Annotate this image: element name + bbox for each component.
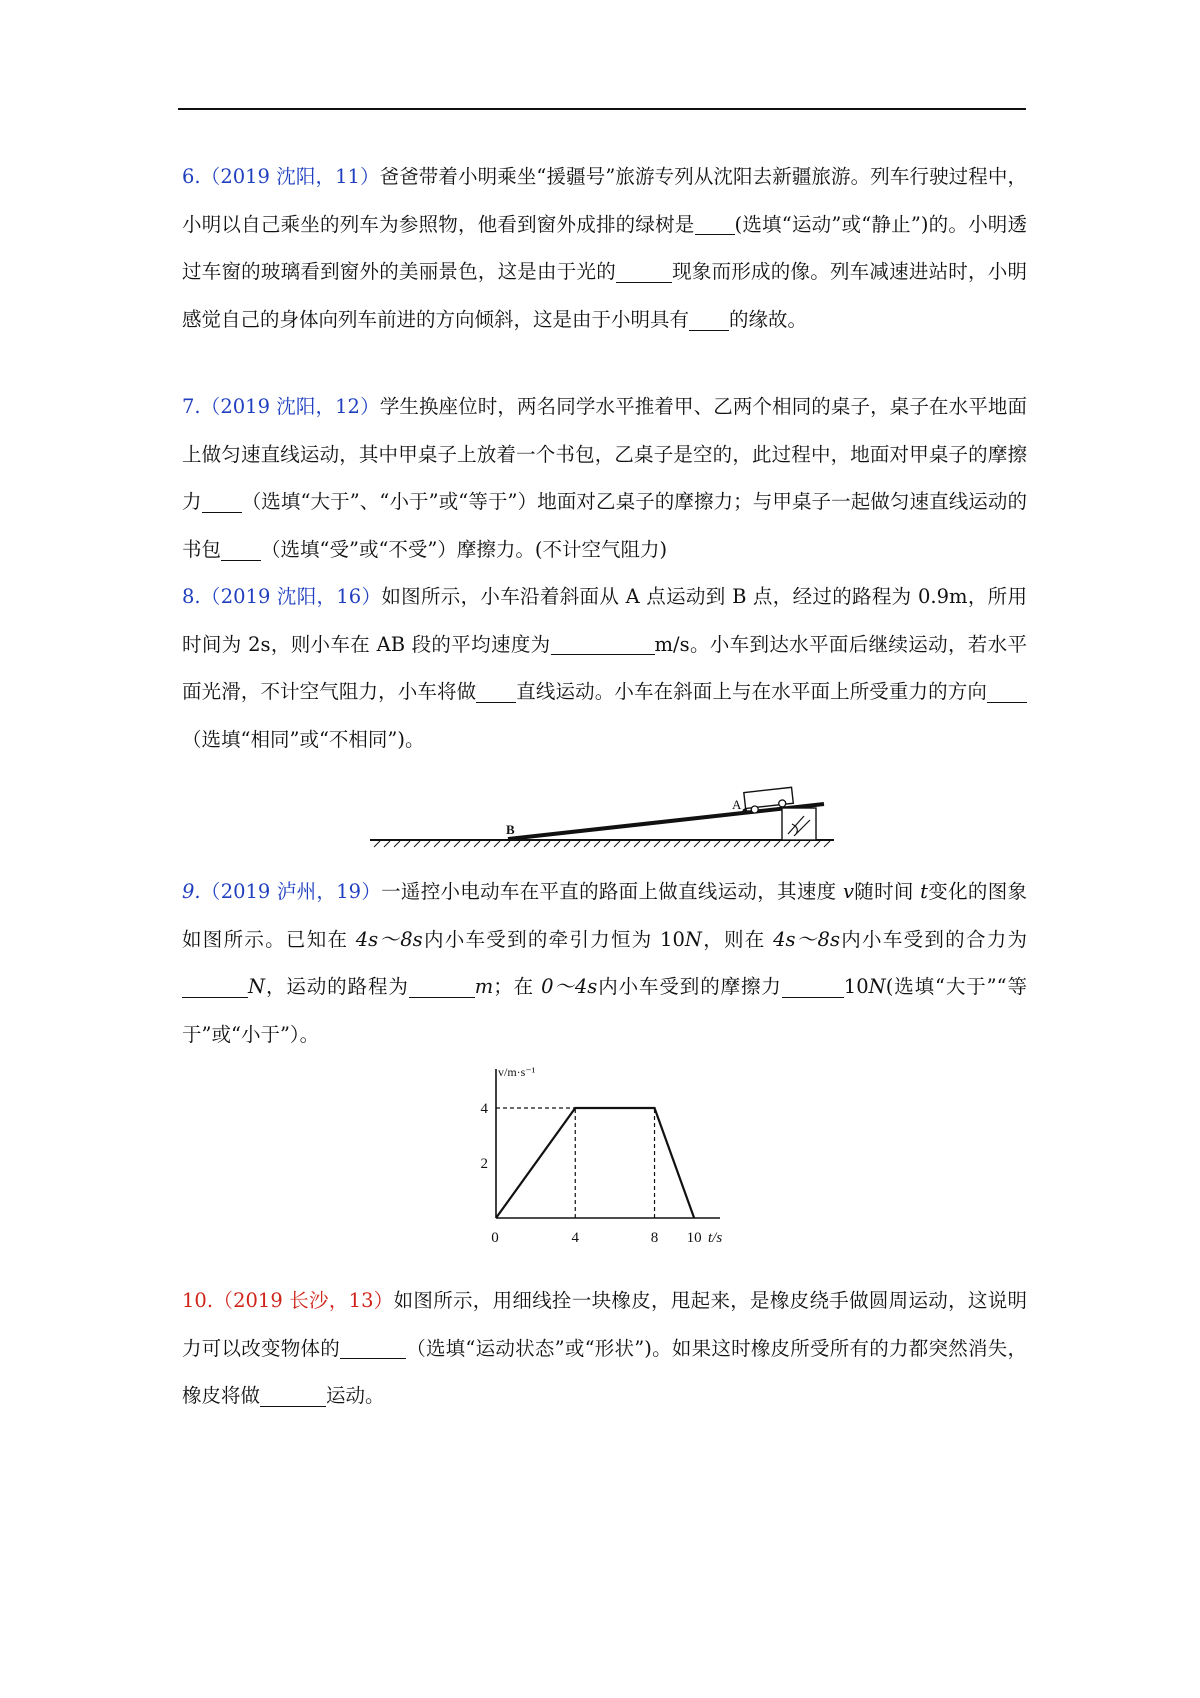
question-9-text-1: 一遥控小电动车在平直的路面上做直线运动，其速度: [381, 880, 843, 903]
question-9-text-9: 内小车受到的摩擦力: [597, 975, 782, 999]
question-9-text-3: 变化的图象如图所示。已知在: [182, 880, 1027, 951]
question-7-text-3: （选填“受”或“不受”）摩擦力。(不计空气阻力): [261, 537, 668, 561]
question-9-unit-m: m: [474, 975, 494, 999]
label-b: B: [506, 822, 515, 837]
question-6-number: 6.: [182, 165, 201, 188]
question-7-number: 7.: [182, 395, 201, 418]
question-6-text-3: 现象而形成的像。列车减速进站时，小明感觉自己的身体向列车前进的方向倾斜，这是由于小明具有: [182, 260, 1027, 331]
ground-hatching: [374, 841, 830, 847]
question-6-blank-3[interactable]: [689, 308, 729, 330]
question-8-blank-1[interactable]: [551, 633, 655, 655]
incline-ramp: [508, 804, 824, 839]
y-tick-label-4: 4: [480, 1101, 488, 1117]
question-9-range-3: 0～4s: [541, 975, 598, 999]
question-8-text-4: （选填“相同”或“不相同”)。: [182, 727, 425, 751]
question-8-number: 8.: [182, 585, 201, 608]
question-10-blank-2[interactable]: [260, 1385, 326, 1407]
label-a: A: [732, 797, 742, 812]
question-9-var-v: v: [842, 880, 854, 903]
question-7-blank-1[interactable]: [202, 491, 242, 513]
question-9-text-8: ；在: [493, 975, 542, 999]
question-9-var-t: t: [920, 880, 929, 903]
question-9-text-2: 随时间: [853, 880, 921, 903]
question-10-text-1: 如图所示，用细线拴一块橡皮，甩起来，是橡皮绕手做圆周运动，这说明力可以改变物体的: [182, 1289, 1027, 1360]
question-9-text-10: 10: [843, 975, 869, 999]
question-6-text-1: 爸爸带着小明乘坐“援疆号”旅游专列从沈阳去新疆旅游。列车行驶过程中，小明以自己乘坐的列车为参照物，他看到窗外成排的绿树是: [182, 165, 1027, 236]
x-tick-label-10: 10: [686, 1230, 702, 1246]
question-6: [182, 153, 1027, 343]
question-10-blank-1[interactable]: [340, 1337, 406, 1359]
y-tick-label-2: 2: [480, 1156, 488, 1172]
x-tick-label-8: 8: [650, 1230, 659, 1246]
question-8-text-3: 直线运动。小车在斜面上与在水平面上所受重力的方向: [516, 680, 987, 704]
x-tick-label-0: 0: [491, 1230, 499, 1246]
question-10-number: 10.: [182, 1289, 214, 1312]
question-9-unit-n2: N: [248, 975, 266, 999]
question-10-text-3: 运动。: [326, 1384, 385, 1408]
chart-guides: [496, 1108, 655, 1218]
point-a-marker: [743, 809, 748, 814]
incline-figure: [368, 782, 838, 848]
question-10-text-2: （选填“运动状态”或“形状”)。如果这时橡皮所受所有的力都突然消失，橡皮将做: [182, 1336, 1027, 1408]
question-10: [182, 1277, 1027, 1420]
header-rule: [178, 108, 1026, 110]
question-6-text-2: (选填“运动”或“静止”)的。小明透过车窗的玻璃看到窗外的美丽景色，这是由于光的: [182, 212, 1027, 284]
question-9-unit-n1: N: [684, 927, 702, 951]
chart-x-label: t/s: [708, 1230, 723, 1246]
x-tick-label-4: 4: [571, 1230, 580, 1246]
question-9-text-6: 内小车受到的合力为: [839, 927, 1028, 951]
question-6-source: （2019 沈阳，11）: [200, 165, 380, 188]
question-7-text-2: （选填“大于”、“小于”或“等于”）地面对乙桌子的摩擦力；与甲桌子一起做匀速直线运动的书包: [182, 490, 1027, 561]
question-9-range-2: 4s～8s: [773, 927, 840, 951]
question-8-text-2: m/s。小车到达水平面后继续运动，若水平面光滑，不计空气阻力，小车将做: [182, 632, 1028, 704]
question-9: [182, 868, 1027, 1058]
question-9-text-11: (选填“大于”“等于”或“小于”）。: [182, 975, 1027, 1046]
question-8-blank-2[interactable]: [476, 681, 516, 703]
question-9-text-7: ，运动的路程为: [265, 975, 409, 999]
question-8: [182, 573, 1027, 763]
question-9-blank-2[interactable]: [409, 976, 475, 998]
question-9-text-5: ，则在: [701, 927, 774, 951]
question-8-source: （2019 沈阳，16）: [200, 585, 382, 608]
question-7-blank-2[interactable]: [221, 538, 261, 560]
question-7: [182, 383, 1027, 573]
series-line-0: [496, 1108, 694, 1218]
question-9-blank-1[interactable]: [182, 976, 248, 998]
question-10-source: （2019 长沙，13）: [213, 1289, 394, 1312]
chart-tick-labels: [481, 1101, 702, 1246]
question-9-number: 9.: [182, 880, 201, 903]
question-6-blank-2[interactable]: [616, 261, 672, 283]
question-9-range-1: 4s～8s: [355, 927, 423, 951]
question-8-text-1: 如图所示，小车沿着斜面从 A 点运动到 B 点，经过的路程为 0.9m，所用时间为 2s，则小车在 AB 段的平均速度为: [182, 585, 1027, 656]
velocity-time-chart: [470, 1062, 760, 1248]
question-8-blank-3[interactable]: [987, 681, 1027, 703]
question-6-text-4: 的缘故。: [729, 307, 808, 331]
chart-y-label: v/m·s⁻¹: [498, 1065, 536, 1079]
chart-series: [496, 1108, 694, 1218]
question-7-text-1: 学生换座位时，两名同学水平推着甲、乙两个相同的桌子，桌子在水平地面上做匀速直线运动，其中甲桌子上放着一个书包，乙桌子是空的，此过程中，地面对甲桌子的摩擦力: [182, 395, 1027, 514]
question-7-source: （2019 沈阳，12）: [200, 395, 380, 418]
support-block: [782, 808, 816, 840]
question-9-blank-3[interactable]: [782, 976, 844, 998]
question-9-text-4: 内小车受到的牵引力恒为 10: [422, 927, 685, 951]
question-9-source: （2019 泸州，19）: [200, 880, 382, 903]
question-9-unit-n3: N: [868, 975, 886, 999]
question-6-blank-1[interactable]: [695, 213, 735, 235]
